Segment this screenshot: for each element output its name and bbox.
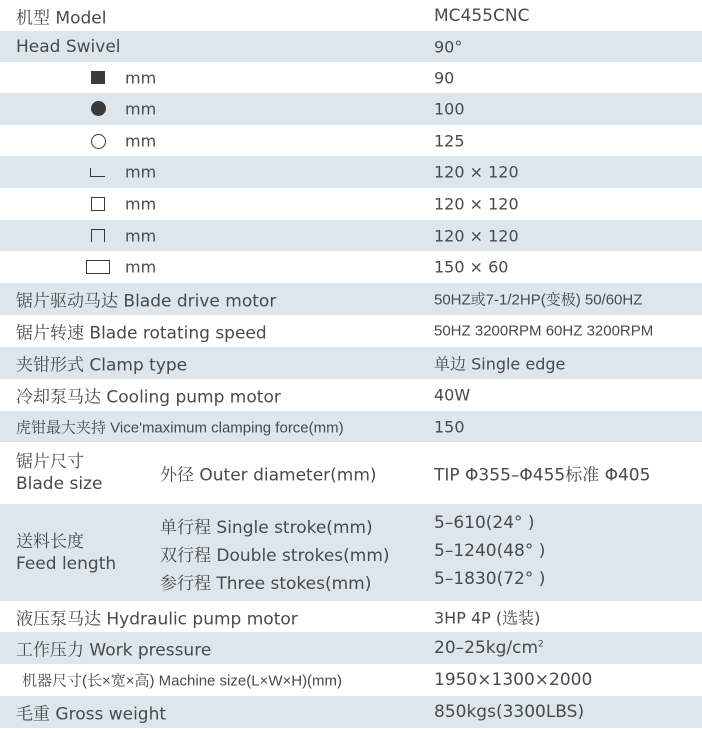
unit-label: mm xyxy=(125,226,157,245)
capacity-value: 150 × 60 xyxy=(434,257,509,277)
feed-triple-value: 5–1830(72° ) xyxy=(434,569,546,589)
flat-rectangle-icon xyxy=(88,251,110,283)
unit-label: mm xyxy=(125,131,157,150)
blade-speed-value: 50HZ 3200RPM 60HZ 3200RPM xyxy=(434,322,654,340)
row-vice xyxy=(0,411,702,442)
unit-label: mm xyxy=(125,257,157,277)
row-capacity-flat xyxy=(0,251,702,283)
model-value: MC455CNC xyxy=(434,5,530,26)
feed-triple-label: 参行程 Three stokes(mm) xyxy=(160,574,372,594)
row-cooling xyxy=(0,379,702,411)
machine-size-label: 机器尺寸(长×宽×高) Machine size(L×W×H)(mm) xyxy=(22,672,343,690)
capacity-value: 120 × 120 xyxy=(434,194,519,214)
pressure-value xyxy=(434,638,544,658)
outline-square-icon xyxy=(88,188,110,220)
blade-size-label-en: Blade size xyxy=(16,474,103,494)
row-weight xyxy=(0,696,702,728)
capacity-value: 120 × 120 xyxy=(434,162,519,182)
filled-square-icon xyxy=(88,62,110,93)
row-model xyxy=(0,0,702,31)
weight-label: 毛重 Gross weight xyxy=(16,704,167,725)
unit-label: mm xyxy=(125,194,157,214)
capacity-value: 125 xyxy=(434,131,465,150)
blade-size-value: TIP Φ355–Φ455标准 Φ405 xyxy=(434,465,651,486)
row-feed-length xyxy=(0,504,702,601)
unit-label: mm xyxy=(125,162,157,182)
pressure-label: 工作压力 Work pressure xyxy=(16,640,212,661)
outer-diameter-label: 外径 Outer diameter(mm) xyxy=(160,465,377,486)
row-blade-speed xyxy=(0,315,702,347)
unit-label: mm xyxy=(125,68,157,87)
feed-double-value: 5–1240(48° ) xyxy=(434,541,546,561)
outline-circle-icon xyxy=(88,125,110,156)
feed-length-label xyxy=(16,531,116,575)
weight-value: 850kgs(3300LBS) xyxy=(434,702,585,722)
hydraulic-value: 3HP 4P (选装) xyxy=(434,608,541,627)
cooling-label: 冷却泵马达 Cooling pump motor xyxy=(16,387,281,408)
cooling-value: 40W xyxy=(434,385,471,405)
row-capacity-square-tube xyxy=(0,188,702,220)
row-blade-size xyxy=(0,442,702,504)
row-capacity-angle xyxy=(0,156,702,188)
blade-size-label-cn: 锯片尺寸 xyxy=(16,452,84,472)
blade-speed-label: 锯片转速 Blade rotating speed xyxy=(16,323,267,344)
angle-icon xyxy=(88,156,110,188)
filled-circle-icon xyxy=(88,93,110,125)
pressure-sup: 2 xyxy=(538,639,544,650)
vice-label: 虎钳最大夹持 Vice'maximum clamping force(mm) xyxy=(16,419,344,436)
row-capacity-channel xyxy=(0,220,702,251)
capacity-value: 90 xyxy=(434,68,455,87)
clamp-label: 夹钳形式 Clamp type xyxy=(16,355,188,376)
head-swivel-label: Head Swivel xyxy=(16,36,121,57)
blade-size-label xyxy=(16,451,102,495)
row-capacity-round xyxy=(0,93,702,125)
feed-single-value: 5–610(24° ) xyxy=(434,513,535,533)
feed-length-label-en: Feed length xyxy=(16,553,117,574)
feed-double-label: 双行程 Double strokes(mm) xyxy=(160,546,390,566)
feed-length-label-cn: 送料长度 xyxy=(16,531,84,552)
channel-icon xyxy=(88,220,110,251)
pressure-number: 20–25kg/cm xyxy=(434,638,539,658)
row-capacity-square xyxy=(0,62,702,93)
clamp-value: 单边 Single edge xyxy=(434,354,566,374)
model-label: 机型 Model xyxy=(16,8,107,28)
row-hydraulic xyxy=(0,601,702,632)
row-blade-motor xyxy=(0,283,702,315)
head-swivel-value: 90° xyxy=(434,37,463,56)
blade-motor-value: 50HZ或7-1/2HP(变极) 50/60HZ xyxy=(434,291,643,309)
row-capacity-tube xyxy=(0,125,702,156)
hydraulic-label: 液压泵马达 Hydraulic pump motor xyxy=(16,609,298,629)
capacity-value: 120 × 120 xyxy=(434,226,519,245)
capacity-value: 100 xyxy=(434,99,465,119)
blade-motor-label: 锯片驱动马达 Blade drive motor xyxy=(16,291,277,312)
feed-single-label: 单行程 Single stroke(mm) xyxy=(160,518,373,538)
row-machine-size xyxy=(0,664,702,696)
machine-size-value: 1950×1300×2000 xyxy=(434,670,593,690)
row-pressure xyxy=(0,632,702,664)
vice-value: 150 xyxy=(434,417,465,436)
row-clamp xyxy=(0,347,702,379)
unit-label: mm xyxy=(125,99,157,119)
row-head-swivel xyxy=(0,31,702,62)
